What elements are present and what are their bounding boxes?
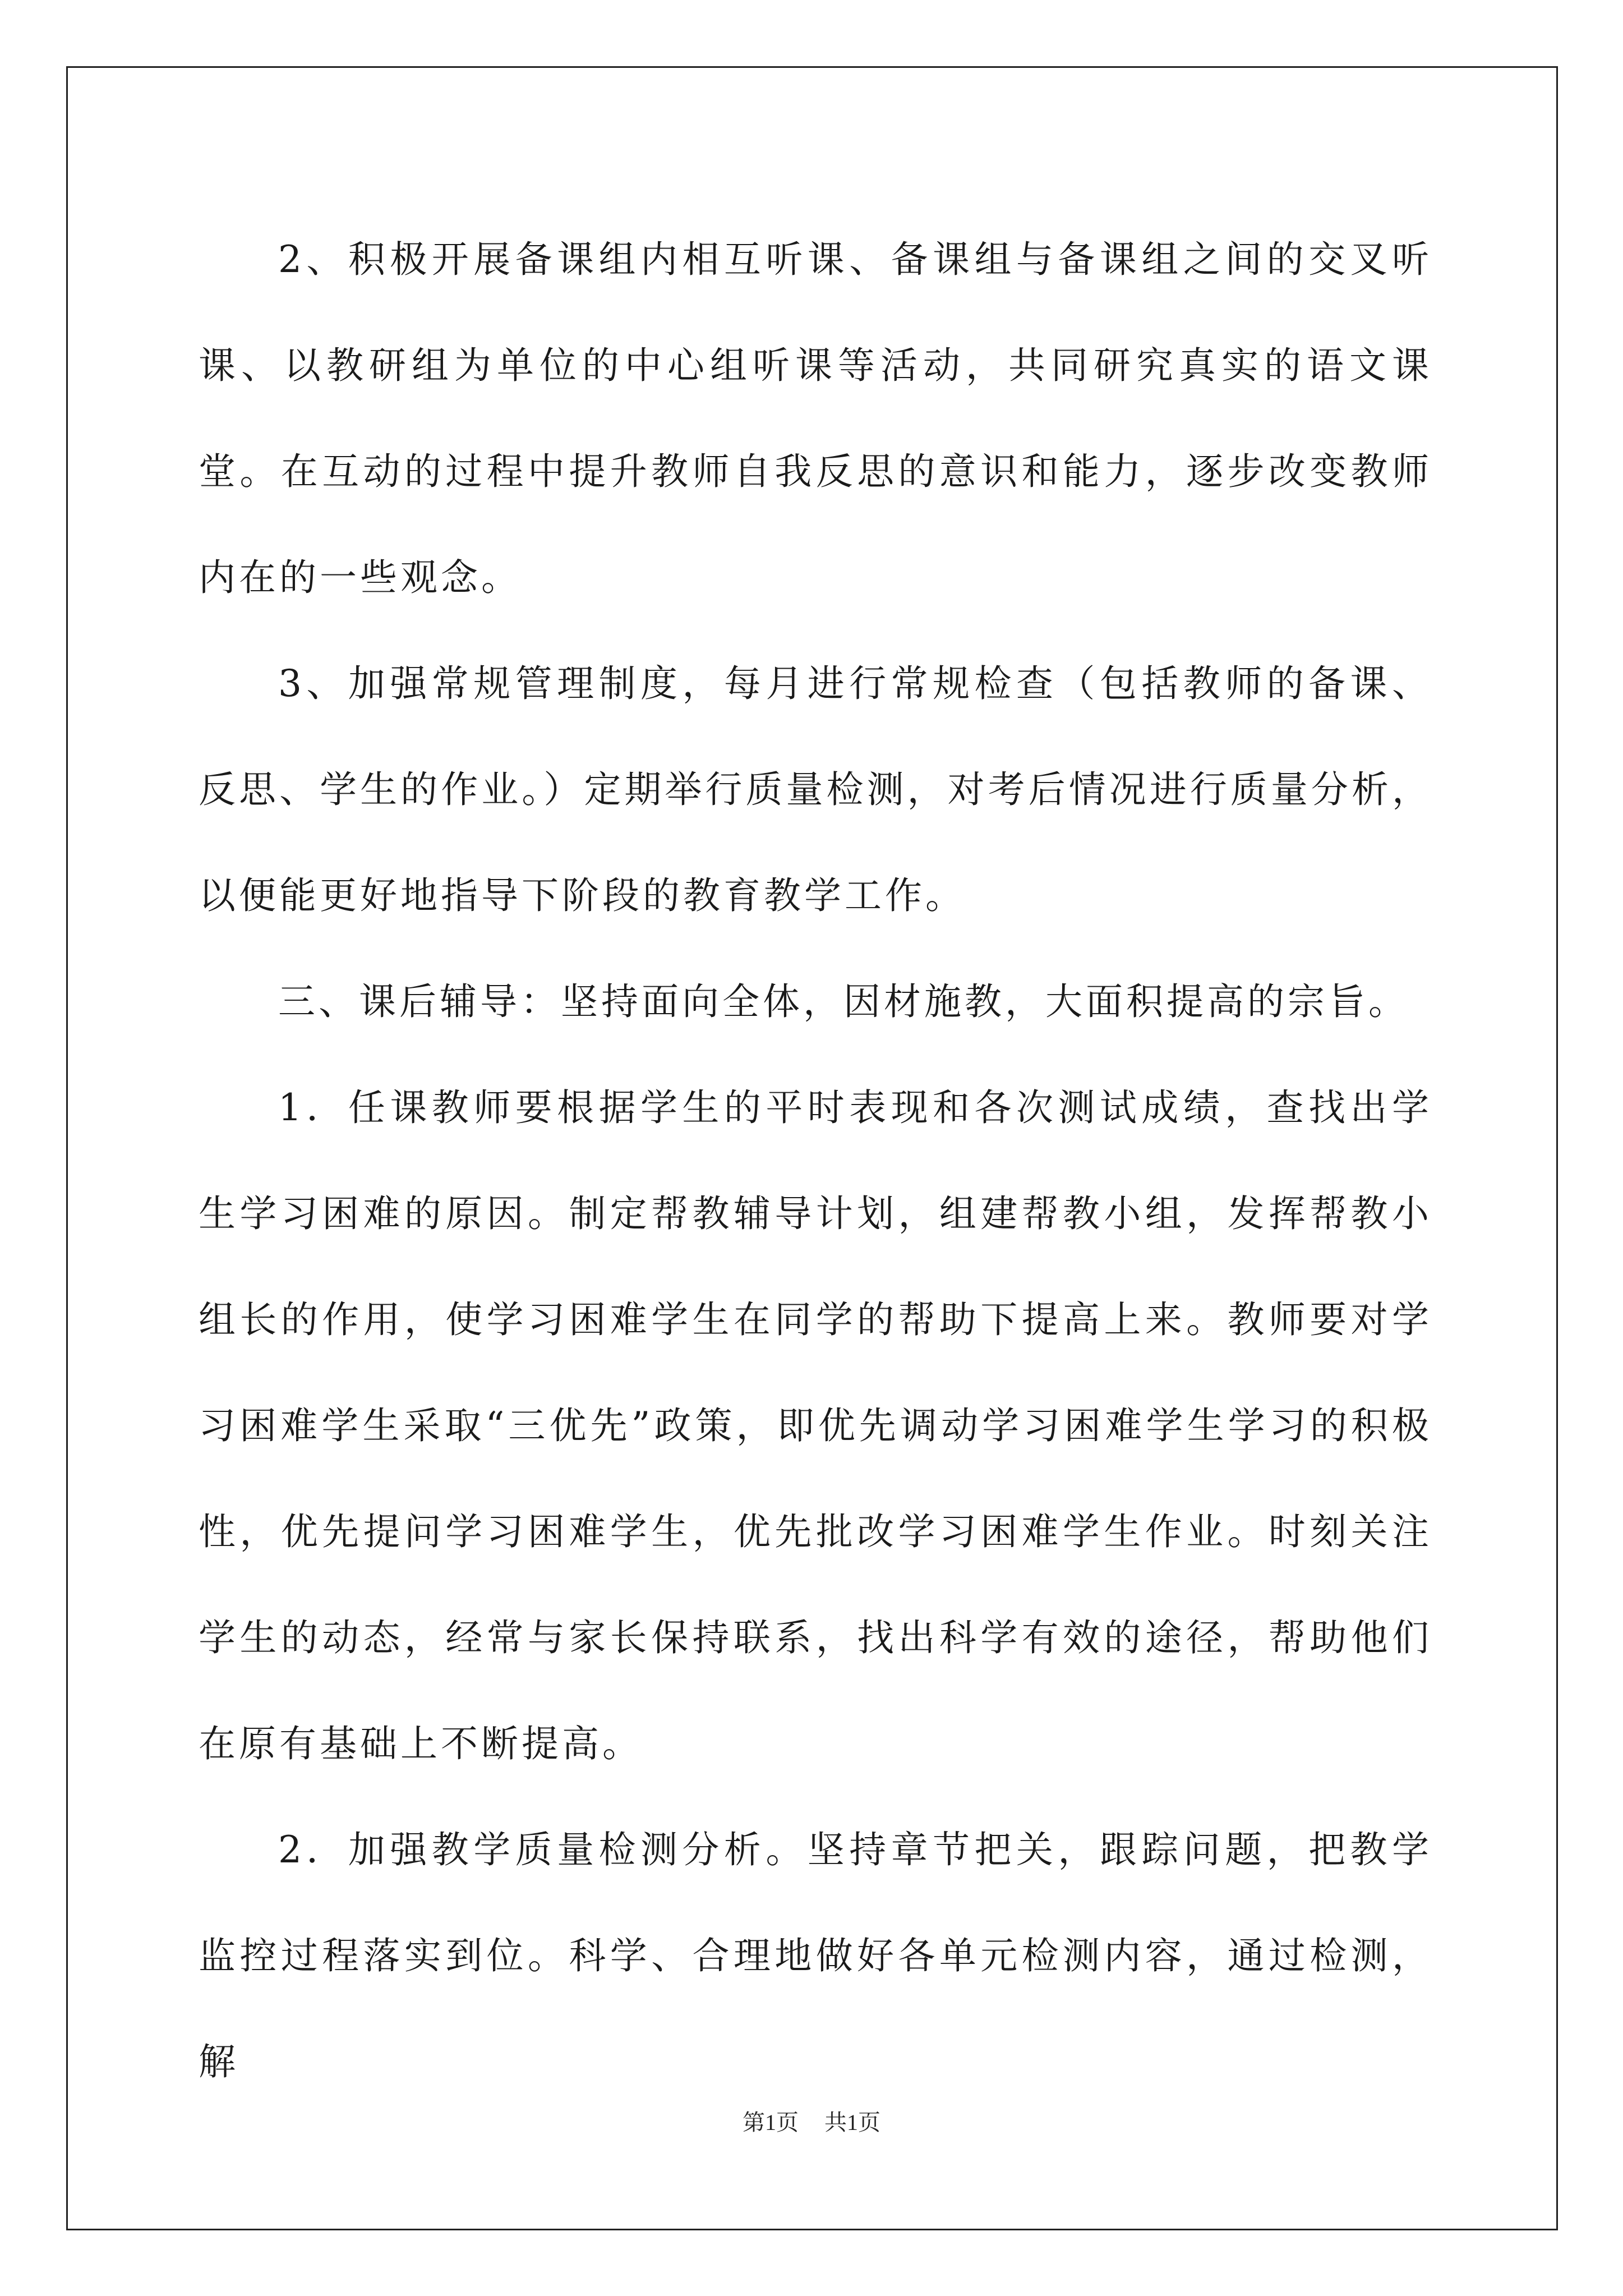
paragraph-routine-management: 3、加强常规管理制度，每月进行常规检查（包括教师的备课、反思、学生的作业。）定期举行质量检测，对考后情况进行质量分析，以便能更好地指导下阶段的教育教学工作。 <box>199 662 1432 917</box>
paragraph-quality-testing: 2．加强教学质量检测分析。坚持章节把关，跟踪问题，把教学监控过程落实到位。科学、合理地做好各单元检测内容，通过检测，解 <box>199 1828 1432 2083</box>
document-body <box>199 206 1432 2115</box>
paragraph-listening-activities: 2、积极开展备课组内相互听课、备课组与备课组之间的交叉听课、以教研组为单位的中心组听课等活动，共同研究真实的语文课堂。在互动的过程中提升教师自我反思的意识和能力，逐步改变教师内在的一些观念。 <box>199 238 1432 599</box>
paragraph-tutoring-plan: 1．任课教师要根据学生的平时表现和各次测试成绩，查找出学生学习困难的原因。制定帮教辅导计划，组建帮教小组，发挥帮教小组长的作用，使学习困难学生在同学的帮助下提高上来。教师要对学习困难学生采取“三优先”政策，即优先调动学习困难学生学习的积极性，优先提问学习困难学生，优先批改学习困难学生作业。时刻关注学生的动态，经常与家长保持联系，找出科学有效的途径，帮助他们在原有基础上不断提高。 <box>199 1086 1432 1765</box>
page-footer <box>0 2105 1623 2137</box>
page-number: 第1页 <box>743 2110 799 2135</box>
page-total: 共1页 <box>824 2110 880 2135</box>
section-heading-after-class-tutoring: 三、课后辅导：坚持面向全体，因材施教，大面积提高的宗旨。 <box>278 980 1409 1023</box>
